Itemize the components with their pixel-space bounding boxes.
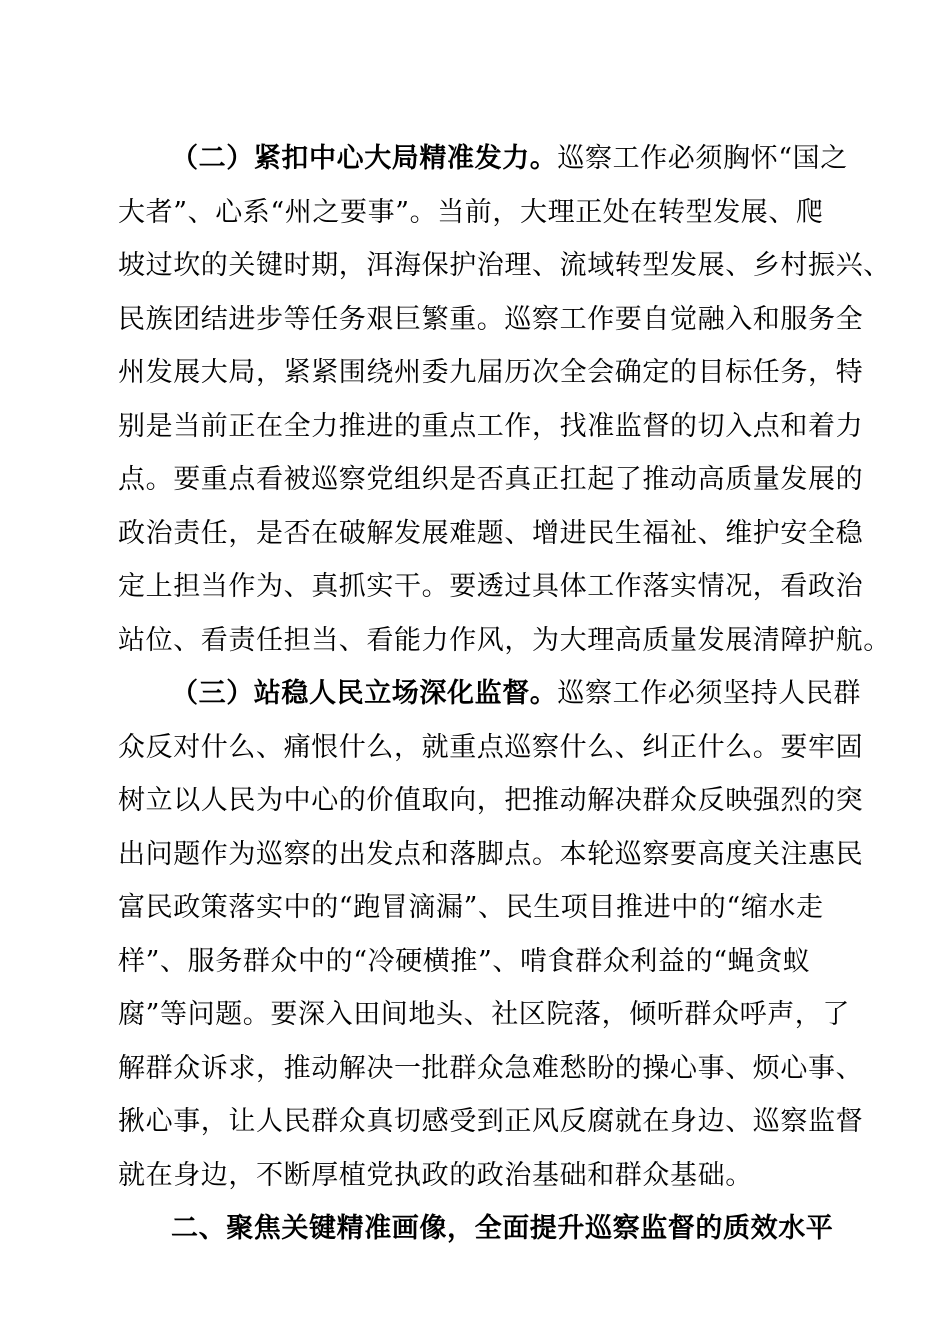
paragraph-three-line-7: 腐”等问题。要深入田间地头、社区院落，倾听群众呼声，了 — [118, 999, 851, 1030]
paragraph-two-line-1 — [171, 139, 848, 179]
paragraph-three-line-10: 就在身边，不断厚植党执政的政治基础和群众基础。 — [118, 1160, 753, 1191]
paragraph-two-line-10: 站位、看责任担当、看能力作风，为大理高质量发展清障护航。 — [118, 625, 891, 656]
paragraph-two-line-6: 别是当前正在全力推进的重点工作，找准监督的切入点和着力 — [118, 411, 864, 442]
paragraph-three-line-9: 揪心事，让人民群众真切感受到正风反腐就在身边、巡察监督 — [118, 1106, 864, 1137]
paragraph-three-line-8: 解群众诉求，推动解决一批群众急难愁盼的操心事、烦心事、 — [118, 1053, 864, 1084]
paragraph-two-line-5: 州发展大局，紧紧围绕州委九届历次全会确定的目标任务，特 — [118, 357, 864, 388]
paragraph-two-line-2: 大者”、心系“州之要事”。当前，大理正处在转型发展、爬 — [118, 197, 824, 228]
paragraph-three-line-4: 出问题作为巡察的出发点和落脚点。本轮巡察要高度关注惠民 — [118, 839, 864, 870]
paragraph-two-line-8: 政治责任，是否在破解发展难题、增进民生福祉、维护安全稳 — [118, 518, 864, 549]
paragraph-two-line-4: 民族团结进步等任务艰巨繁重。巡察工作要自觉融入和服务全 — [118, 304, 864, 335]
paragraph-three-line-6: 样”、服务群众中的“冷硬横推”、啃食群众利益的“蝇贪蚁 — [118, 946, 811, 977]
paragraph-three-line-1 — [171, 674, 862, 714]
paragraph-three-line-5: 富民政策落实中的“跑冒滴漏”、民生项目推进中的“缩水走 — [118, 892, 824, 923]
paragraph-two-line-3: 坡过坎的关键时期，洱海保护治理、流域转型发展、乡村振兴、 — [118, 250, 891, 281]
section-heading: 二、聚焦关键精准画像，全面提升巡察监督的质效水平 — [171, 1213, 834, 1244]
paragraph-two-line-7: 点。要重点看被巡察党组织是否真正扛起了推动高质量发展的 — [118, 464, 864, 495]
paragraph-three-line-2: 众反对什么、痛恨什么，就重点巡察什么、纠正什么。要牢固 — [118, 732, 864, 763]
paragraph-three-lead: （三）站稳人民立场深化监督。 — [171, 678, 558, 709]
paragraph-two-line-9: 定上担当作为、真抓实干。要透过具体工作落实情况，看政治 — [118, 571, 864, 602]
paragraph-three-text: 巡察工作必须坚持人民群 — [557, 678, 862, 709]
paragraph-three-line-3: 树立以人民为中心的价值取向，把推动解决群众反映强烈的突 — [118, 785, 864, 816]
paragraph-two-text: 巡察工作必须胸怀“国之 — [557, 143, 848, 174]
paragraph-two-lead: （二）紧扣中心大局精准发力。 — [171, 143, 558, 174]
